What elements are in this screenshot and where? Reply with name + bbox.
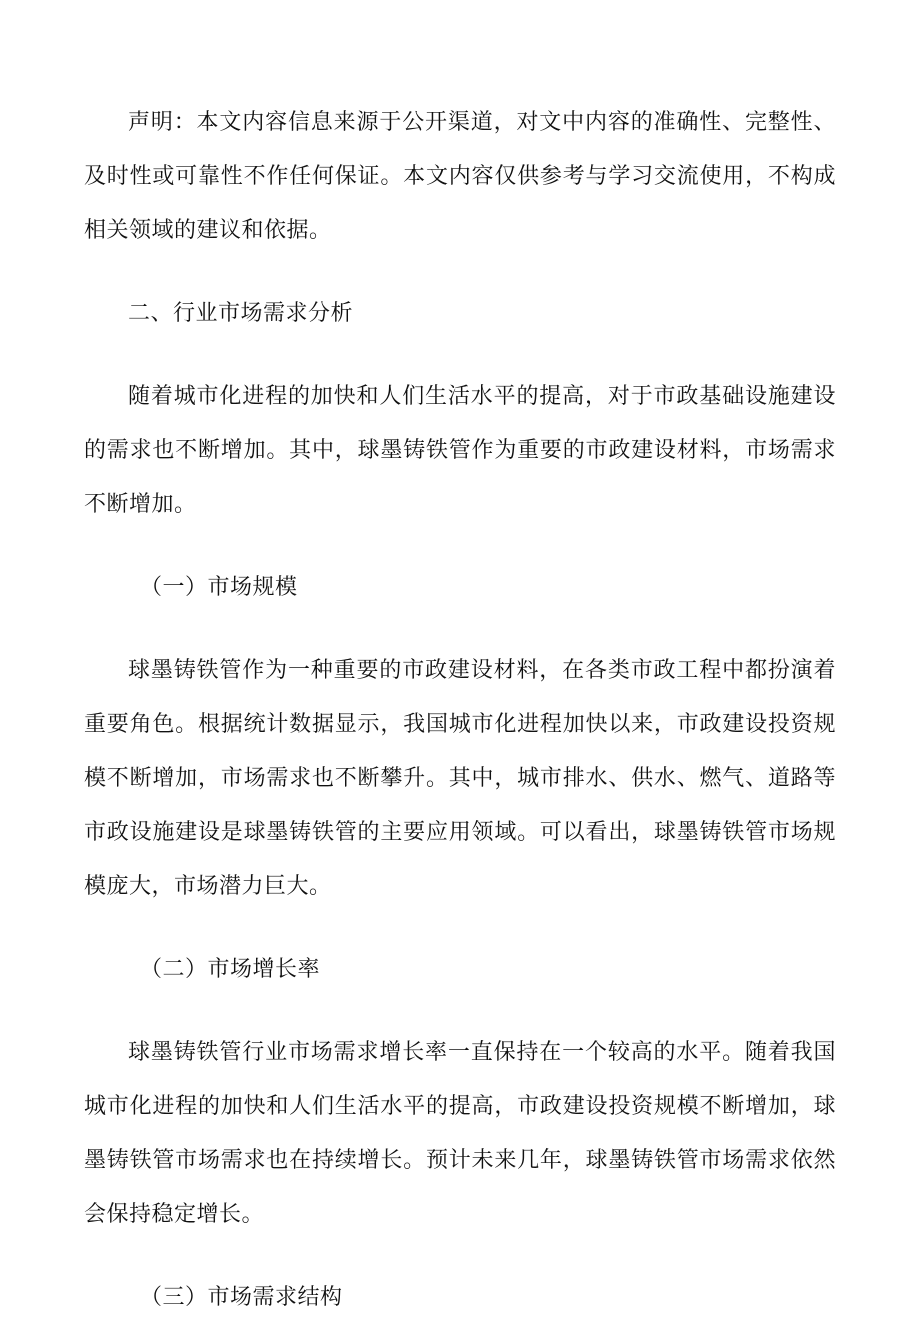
disclaimer-paragraph: 声明：本文内容信息来源于公开渠道，对文中内容的准确性、完整性、及时性或可靠性不作任何保证。本文内容仅供参考与学习交流使用，不构成相关领域的建议和依据。 (84, 110, 836, 243)
section-heading: 二、行业市场需求分析 (128, 301, 354, 326)
market-size-paragraph: 球墨铸铁管作为一种重要的市政建设材料，在各类市政工程中都扮演着重要角色。根据统计数据显示，我国城市化进程加快以来，市政建设投资规模不断增加，市场需求也不断攀升。其中，城市排水、供水、燃气、道路等市政设施建设是球墨铸铁管的主要应用领域。可以看出，球墨铸铁管市场规模庞大，市场潜力巨大。 (84, 658, 836, 899)
spacer (84, 341, 836, 370)
spacer (84, 258, 836, 287)
subsection-heading-growth-rate: （二）市场增长率 (140, 957, 321, 982)
spacer (84, 615, 836, 644)
subsection-heading-demand-structure: （三）市场需求结构 (140, 1285, 343, 1310)
spacer (84, 532, 836, 561)
spacer (84, 914, 836, 943)
document-body (84, 96, 836, 1325)
spacer (84, 997, 836, 1026)
section-intro-paragraph: 随着城市化进程的加快和人们生活水平的提高，对于市政基础设施建设的需求也不断增加。其中，球墨铸铁管作为重要的市政建设材料，市场需求不断增加。 (84, 384, 836, 517)
growth-rate-paragraph: 球墨铸铁管行业市场需求增长率一直保持在一个较高的水平。随着我国城市化进程的加快和人们生活水平的提高，市政建设投资规模不断增加，球墨铸铁管市场需求也在持续增长。预计未来几年，球墨铸铁管市场需求依然会保持稳定增长。 (84, 1040, 836, 1227)
subsection-heading-market-size: （一）市场规模 (140, 575, 298, 600)
spacer (84, 1242, 836, 1271)
